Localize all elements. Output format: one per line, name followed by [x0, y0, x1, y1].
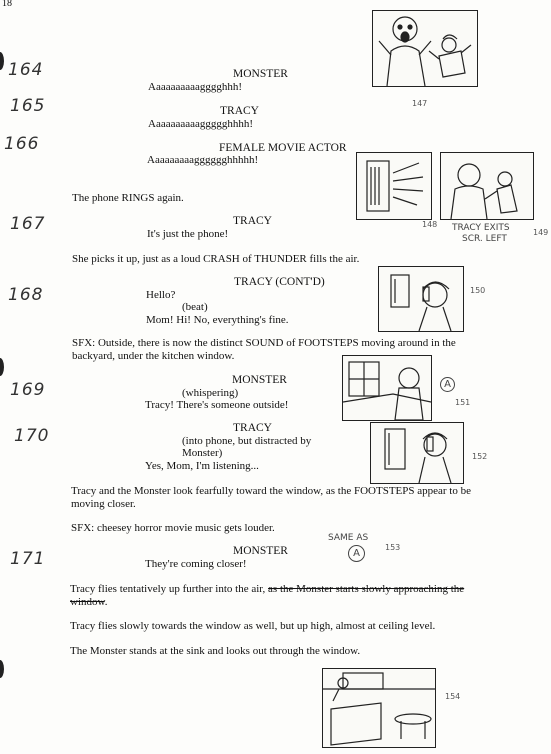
character-name: MONSTER: [233, 68, 288, 80]
parenthetical: (whispering): [182, 387, 239, 399]
action-line: backyard, under the kitchen window.: [72, 350, 235, 362]
page-number: 18: [2, 0, 12, 9]
scene-number-169: 169: [10, 380, 46, 400]
handwritten-note: SCR. LEFT: [462, 234, 507, 244]
dialogue-line: Tracy! There's someone outside!: [145, 399, 289, 411]
storyboard-panel: [378, 266, 464, 332]
dialogue-line: They're coming closer!: [145, 558, 247, 570]
struck-text: window: [70, 596, 105, 608]
scene-number-168: 168: [8, 285, 44, 305]
storyboard-panel: [322, 668, 436, 748]
punch-hole: [0, 660, 4, 678]
scene-number-171: 171: [10, 549, 46, 569]
action-line: SFX: Outside, there is now the distinct SOUND of FOOTSTEPS moving around in the: [72, 337, 456, 349]
scene-number-166: 166: [4, 134, 40, 154]
panel-number: 151: [455, 398, 471, 407]
circled-label: A: [348, 545, 365, 562]
character-name: TRACY: [233, 215, 272, 227]
storyboard-panel: [356, 152, 432, 220]
dialogue-line: Aaaaaaaaaaggggghhhh!: [148, 118, 254, 130]
parenthetical: (beat): [182, 301, 208, 313]
action-line: She picks it up, just as a loud CRASH of THUNDER fills the air.: [72, 253, 360, 265]
storyboard-panel: [370, 422, 464, 484]
character-name: MONSTER: [232, 374, 287, 386]
panel-number: 147: [412, 99, 428, 108]
punch-hole: [0, 358, 4, 376]
character-name: TRACY (CONT'D): [234, 276, 325, 288]
panel-number: 150: [470, 286, 486, 295]
handwritten-note: SAME AS: [328, 533, 369, 543]
struck-text: as the Monster starts slowly approaching the: [268, 583, 465, 595]
dialogue-line: It's just the phone!: [147, 228, 229, 240]
character-name: TRACY: [233, 422, 272, 434]
scene-number-170: 170: [14, 426, 50, 446]
handwritten-note: TRACY EXITS: [452, 223, 510, 233]
action-line: The Monster stands at the sink and looks out through the window.: [70, 645, 361, 657]
dialogue-line: Mom! Hi! No, everything's fine.: [146, 314, 289, 326]
panel-number: 154: [445, 692, 461, 701]
scene-number-164: 164: [8, 60, 44, 80]
panel-number: 148: [422, 220, 438, 229]
storyboard-panel: [342, 355, 432, 421]
character-name: TRACY: [220, 105, 259, 117]
parenthetical: Monster): [182, 447, 223, 459]
dialogue-line: Yes, Mom, I'm listening...: [145, 460, 259, 472]
parenthetical: (into phone, but distracted by: [182, 435, 312, 447]
action-line: Tracy flies tentatively up further into the air, as the Monster starts slowly approaching the: [70, 583, 465, 595]
character-name: FEMALE MOVIE ACTOR: [219, 142, 347, 154]
action-line: Tracy flies slowly towards the window as well, but up high, almost at ceiling level.: [70, 620, 436, 632]
storyboard-panel: [372, 10, 478, 87]
storyboard-panel: [440, 152, 534, 220]
action-line: SFX: cheesey horror movie music gets louder.: [71, 522, 275, 534]
dialogue-line: Aaaaaaaaagggggghhhhh!: [147, 154, 259, 166]
panel-number: 149: [533, 228, 549, 237]
character-name: MONSTER: [233, 545, 288, 557]
action-line: The phone RINGS again.: [72, 192, 184, 204]
action-line: moving closer.: [71, 498, 136, 510]
punch-hole: [0, 52, 4, 70]
scene-number-165: 165: [10, 96, 46, 116]
scene-number-167: 167: [10, 214, 46, 234]
action-line: Tracy and the Monster look fearfully toward the window, as the FOOTSTEPS appear to be: [71, 485, 471, 497]
panel-number: 153: [385, 543, 401, 552]
dialogue-line: Hello?: [146, 289, 176, 301]
action-line: window.: [70, 596, 108, 608]
panel-number: 152: [472, 452, 488, 461]
dialogue-line: Aaaaaaaaaagggghhh!: [148, 81, 243, 93]
circled-label: A: [440, 377, 455, 392]
